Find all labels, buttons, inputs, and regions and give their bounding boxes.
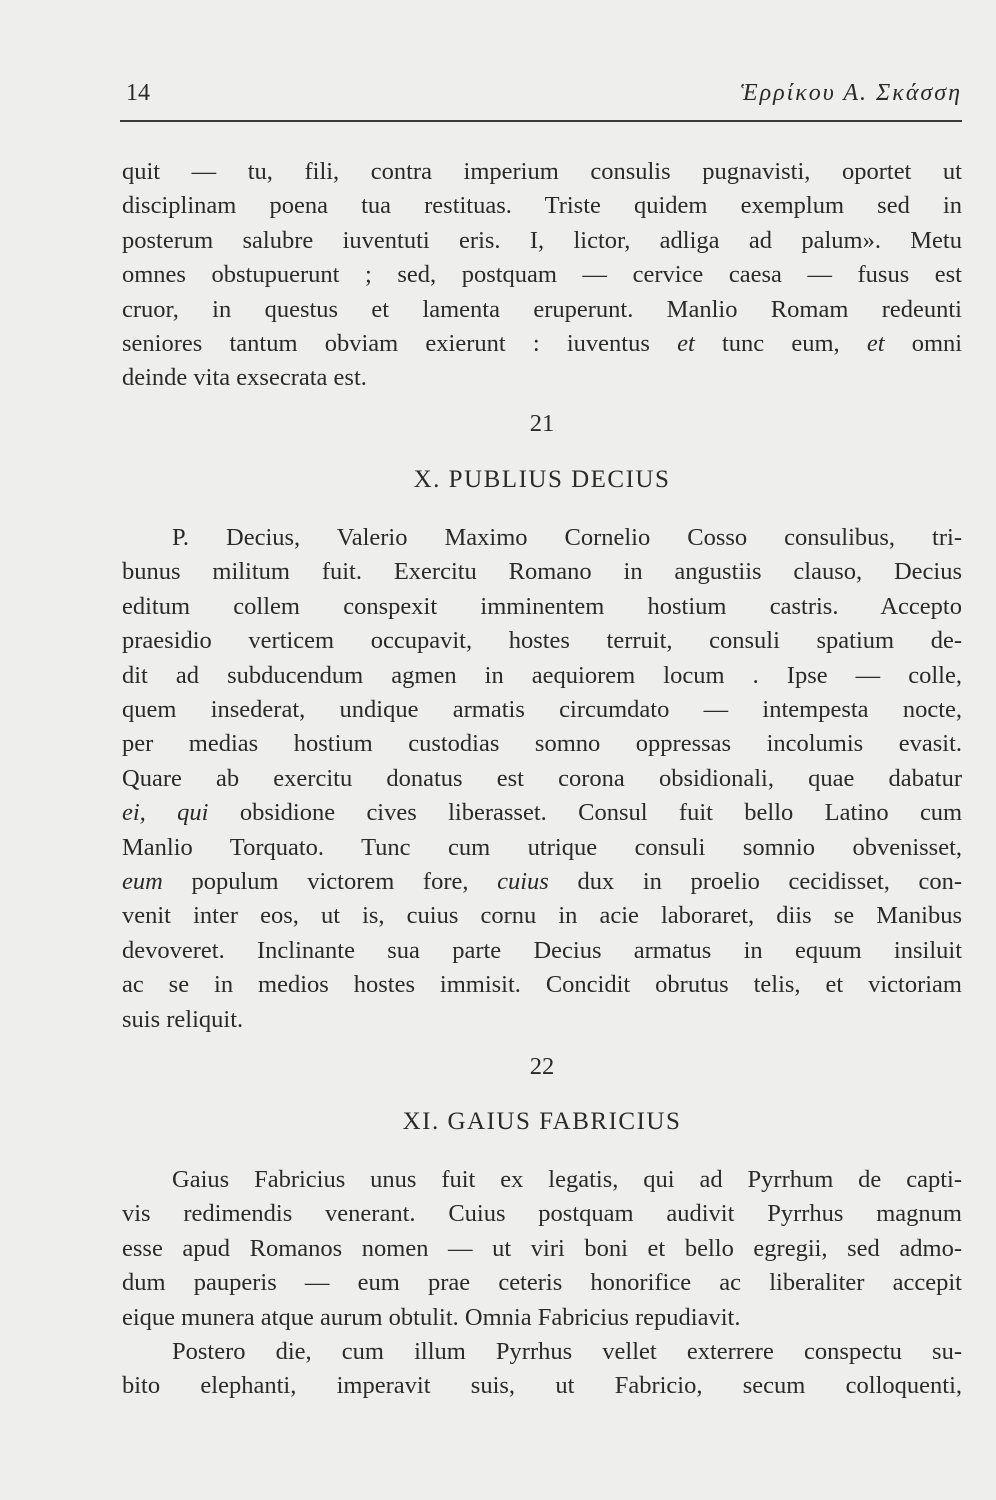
text-line: vis redimendis venerant. Cuius postquam audivit Pyrrhus magnum xyxy=(122,1200,962,1228)
section-number: 21 xyxy=(529,410,555,437)
text-line: esse apud Romanos nomen — ut viri boni et bello egregii, sed admo- xyxy=(122,1234,962,1262)
text-line: venit inter eos, ut is, cuius cornu in acie laboraret, diis se Manibus xyxy=(122,902,962,930)
text-line: eique munera atque aurum obtulit. Omnia Fabricius repudiavit. xyxy=(122,1303,741,1331)
section-title: XI. GAIUS FABRICIUS xyxy=(402,1108,682,1135)
italic-word: et xyxy=(677,330,695,358)
italic-word: qui xyxy=(177,799,209,827)
italic-word: eum xyxy=(122,868,163,896)
section-22-text xyxy=(122,1163,962,1404)
text-line: Quare ab exercitu donatus est corona obsidionali, quae dabatur xyxy=(122,764,962,792)
section-21-text xyxy=(122,521,962,1037)
header-rule xyxy=(120,120,962,122)
italic-word: cuius xyxy=(497,868,549,896)
page-header xyxy=(120,80,962,116)
section-title: X. PUBLIUS DECIUS xyxy=(413,466,671,493)
text-line: Manlio Torquato. Tunc cum utrique consuli somnio obvenisset, xyxy=(122,833,962,861)
text-line: praesidio verticem occupavit, hostes terruit, consuli spatium de- xyxy=(122,627,962,655)
text-line: Postero die, cum illum Pyrrhus vellet exterrere conspectu su- xyxy=(172,1338,962,1366)
text-line: per medias hostium custodias somno oppressas incolumis evasit. xyxy=(122,730,962,758)
text-line: editum collem conspexit imminentem hostium castris. Accepto xyxy=(122,592,962,620)
text-line: deinde vita exsecrata est. xyxy=(122,364,367,392)
page-number: 14 xyxy=(126,80,150,106)
text-line: eum populum victorem fore, cuius dux in proelio cecidisset, con- xyxy=(122,868,963,896)
text-line: dit ad subducendum agmen in aequiorem locum . Ipse — colle, xyxy=(122,661,962,689)
text-line: suis reliquit. xyxy=(122,1005,244,1033)
text-line: disciplinam poena tua restituas. Triste quidem exemplum sed in xyxy=(122,192,962,220)
text-line: seniores tantum obviam exierunt : iuventus et tunc eum, et omni xyxy=(122,330,963,358)
running-head: Ἑρρίκου Α. Σκάσση xyxy=(740,80,962,106)
paragraph-continuation xyxy=(122,155,962,396)
text-line: posterum salubre iuventuti eris. I, lictor, adliga ad palum». Metu xyxy=(122,226,962,254)
italic-word: et xyxy=(866,330,885,358)
text-line: dum pauperis — eum prae ceteris honorifice ac liberaliter accepit xyxy=(122,1269,962,1297)
text-line: quem insederat, undique armatis circumdato — intempesta nocte, xyxy=(122,696,962,724)
italic-word: ei, xyxy=(122,799,146,827)
text-line: cruor, in questus et lamenta eruperunt. Manlio Romam redeunti xyxy=(122,295,962,323)
text-line: Gaius Fabricius unus fuit ex legatis, qui ad Pyrrhum de capti- xyxy=(172,1166,962,1193)
text-line: devoveret. Inclinante sua parte Decius armatus in equum insiluit xyxy=(122,936,962,964)
text-line: omnes obstupuerunt ; sed, postquam — cervice caesa — fusus est xyxy=(122,261,962,289)
text-line: ac se in medios hostes immisit. Concidit obrutus telis, et victoriam xyxy=(122,971,962,999)
section-number: 22 xyxy=(529,1053,555,1080)
text-line: bito elephanti, imperavit suis, ut Fabricio, secum colloquenti, xyxy=(122,1372,962,1400)
text-line: quit — tu, fili, contra imperium consulis pugnavisti, oportet ut xyxy=(122,158,962,185)
text-line: ei, qui obsidione cives liberasset. Consul fuit bello Latino cum xyxy=(122,799,963,827)
text-line: bunus militum fuit. Exercitu Romano in angustiis clauso, Decius xyxy=(122,558,962,586)
text-line: P. Decius, Valerio Maximo Cornelio Cosso consulibus, tri- xyxy=(172,524,962,551)
